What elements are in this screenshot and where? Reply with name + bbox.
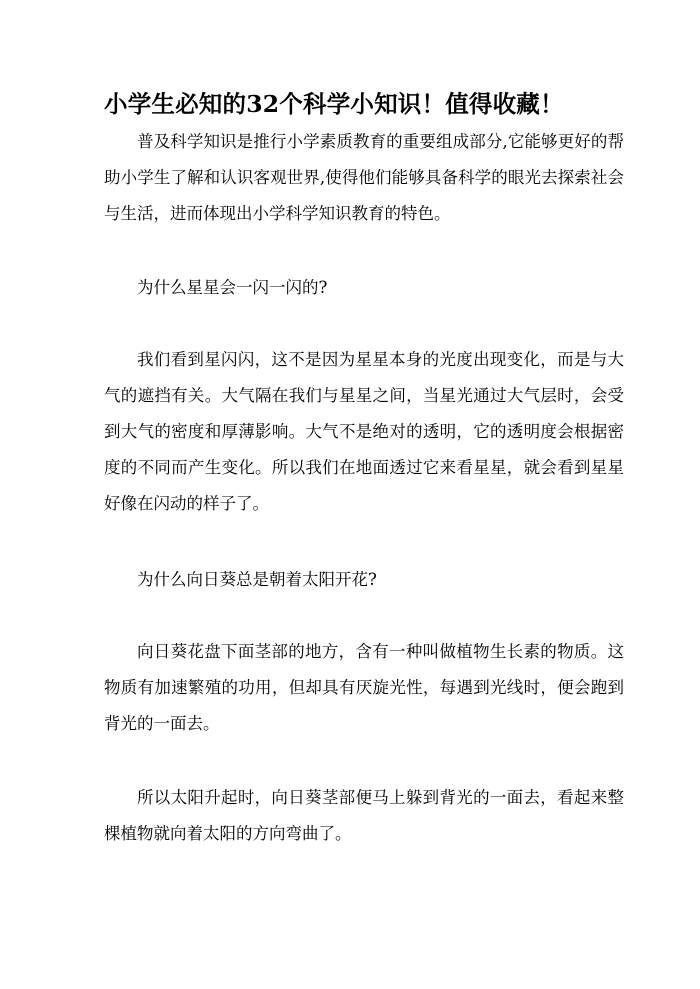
intro-paragraph: 普及科学知识是推行小学素质教育的重要组成部分,它能够更好的帮助小学生了解和认识客观世界,使得他们能够具备科学的眼光去探索社会与生活，进而体现出小学科学知识教育的特色。 bbox=[104, 132, 624, 223]
answer-paragraph: 所以太阳升起时，向日葵茎部便马上躲到背光的一面去，看起来整棵植物就向着太阳的方向弯曲了。 bbox=[104, 788, 624, 843]
answer-paragraph: 向日葵花盘下面茎部的地方，含有一种叫做植物生长素的物质。这物质有加速繁殖的功用，但却具有厌旋光性，每遇到光线时，便会跑到背光的一面去。 bbox=[104, 642, 624, 733]
question-heading: 为什么向日葵总是朝着太阳开花? bbox=[137, 570, 377, 589]
document-title: 小学生必知的32个科学小知识！值得收藏！ bbox=[104, 90, 564, 118]
answer-paragraph: 我们看到星闪闪，这不是因为星星本身的光度出现变化，而是与大气的遮挡有关。大气隔在我们与星星之间，当星光通过大气层时，会受到大气的密度和厚薄影响。大气不是绝对的透明，它的透明度会根据密度的不同而产生变化。所以我们在地面透过它来看星星，就会看到星星好像在闪动的样子了。 bbox=[104, 350, 624, 513]
question-heading: 为什么星星会一闪一闪的? bbox=[137, 278, 328, 297]
